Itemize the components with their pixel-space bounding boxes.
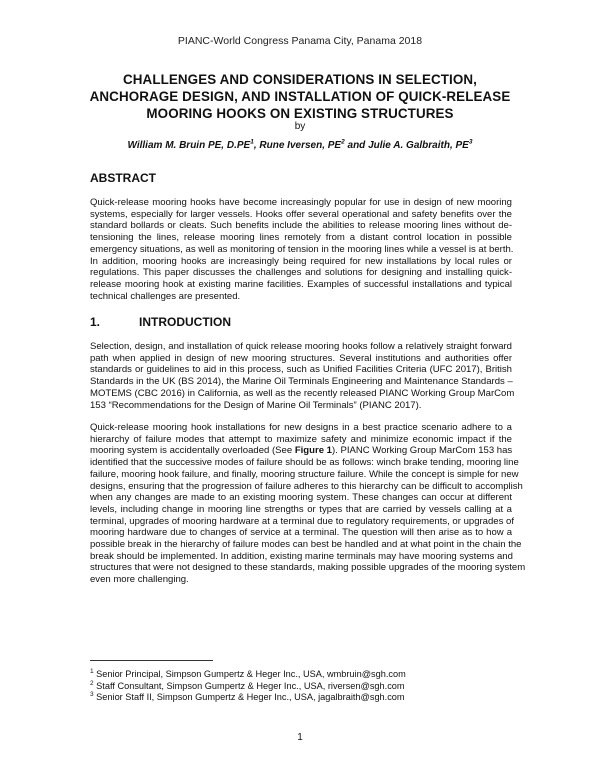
- title-line: CHALLENGES AND CONSIDERATIONS IN SELECTION,: [123, 72, 477, 87]
- footnote-text: Senior Staff II, Simpson Gumpertz & Heger Inc., USA, jagalbraith@sgh.com: [93, 692, 405, 703]
- footnote: [90, 692, 510, 704]
- footnote-divider: [90, 660, 213, 661]
- text-line: possible break in the hierarchy of failure modes can best be handled and at what point in the chain the: [90, 539, 522, 551]
- text-line: levels, including change in mooring line strengths or types that are carried by vessels calling at a: [90, 503, 512, 515]
- running-header: PIANC-World Congress Panama City, Panama 2018: [177, 35, 423, 47]
- text-line: terminal, upgrades of mooring hardware at a terminal due to regulatory requirements, or upgrades of: [90, 515, 515, 527]
- introduction-paragraph-2: [90, 422, 526, 586]
- text-line: MOTEMS (CBC 2016) in California, as well as the recently released PIANC Working Group MarCom: [90, 387, 515, 399]
- author-name: Julie A. Galbraith, PE: [368, 140, 469, 151]
- footnote: [90, 681, 510, 693]
- text-line: structures that were not designed to these standards, making possible upgrades of the mooring system: [90, 562, 526, 574]
- text-line: standard bollards or cleats. Such benefits include the abilities to release mooring lines without de-: [90, 220, 512, 232]
- author-name: Rune Iversen, PE: [259, 140, 342, 151]
- introduction-heading: INTRODUCTION: [139, 315, 231, 329]
- page-number: 1: [297, 732, 303, 743]
- text-line: [90, 445, 512, 457]
- text-line: path when applied in design of new mooring structures. Several institutions and authorities offer: [90, 352, 512, 364]
- text-line: identified that the successive modes of failure should be as follows: winch brake tending, mooring line: [90, 457, 519, 469]
- text-line: standards or guidelines to aid in this process, such as Unified Facilities Criteria (UFC 2017), British: [90, 364, 512, 376]
- abstract-paragraph: [90, 197, 512, 302]
- footnote-mark: 1: [90, 667, 94, 675]
- text-line: hierarchy of failure modes that attempt to maximize safety and minimize economic impact if the: [90, 433, 512, 445]
- text-line: 153 “Recommendations for the Design of Marine Oil Terminals” (PIANC 2017).: [90, 399, 422, 411]
- text-line: when any changes are made to an existing mooring system. These changes can occur at different: [90, 492, 512, 504]
- author-separator: and: [344, 140, 369, 151]
- author-name: William M. Bruin PE, D.PE: [127, 140, 251, 151]
- text-line: In addition, mooring hooks are increasingly being required for new installations by local rules or: [90, 255, 512, 267]
- text-line: tensioning the lines, release mooring lines remotely from a distant control location in possible: [90, 232, 512, 244]
- text-line: failure, mooring hook failure, and finally, mooring structure failure. While the concept is simple for new: [90, 468, 519, 480]
- authors: [60, 140, 540, 151]
- title-line: ANCHORAGE DESIGN, AND INSTALLATION OF QUICK-RELEASE: [89, 89, 511, 104]
- text-line: Selection, design, and installation of quick release mooring hooks follow a relatively straight forward: [90, 341, 512, 352]
- figure-reference[interactable]: Figure 1: [294, 445, 332, 457]
- section-number: 1.: [90, 315, 101, 329]
- footnote-text: Staff Consultant, Simpson Gumpertz & Heger Inc., USA, riversen@sgh.com: [93, 680, 405, 691]
- text-fragment: ). PIANC Working Group MarCom 153 has: [331, 445, 513, 457]
- text-line: systems, especially for larger vessels. Hooks offer several operational and safety benefits over the: [90, 208, 512, 220]
- author-footnote-mark: 1: [250, 138, 254, 146]
- author-separator: ,: [253, 140, 260, 151]
- abstract-heading: ABSTRACT: [90, 171, 156, 185]
- footnote-text: Senior Principal, Simpson Gumpertz & Heger Inc., USA, wmbruin@sgh.com: [93, 669, 406, 679]
- author-footnote-mark: 2: [341, 138, 345, 146]
- introduction-paragraph-1: [90, 341, 515, 411]
- paper-title: [60, 71, 540, 122]
- author-footnote-mark: 3: [468, 138, 473, 146]
- text-fragment: mooring system is accidentally overloaded (See: [90, 445, 295, 457]
- by-line: by: [294, 121, 306, 132]
- text-line: Quick-release mooring hooks have become increasingly popular for use in design of new mooring: [90, 197, 512, 208]
- text-line: technical challenges are presented.: [90, 290, 241, 302]
- footnote-mark: 3: [90, 691, 94, 699]
- text-line: regulations. This paper discusses the challenges and solutions for designing and installing quick-: [90, 267, 512, 279]
- text-line: break should be implemented. In addition, existing marine terminals may have mooring systems and: [90, 550, 513, 562]
- footnote-mark: 2: [90, 679, 94, 687]
- text-line: release mooring hook at existing marine facilities. Examples of successful installations and typical: [90, 278, 512, 290]
- text-line: even more challenging.: [90, 574, 189, 586]
- text-line: Standards in the UK (BS 2014), the Marine Oil Terminals Engineering and Maintenance Standards –: [90, 376, 513, 388]
- footnotes: [90, 669, 510, 704]
- text-line: emergency situations, as well as monitoring of tension in the mooring lines while a vessel is at berth.: [90, 243, 514, 255]
- title-line: MOORING HOOKS ON EXISTING STRUCTURES: [146, 106, 454, 121]
- text-line: mooring hardware due to changes of service at a terminal. The question will then arise as to how a: [90, 527, 512, 539]
- text-line: Quick-release mooring hook installations for new designs in a best practice scenario adhere to a: [90, 422, 512, 433]
- footnote: [90, 669, 510, 681]
- text-line: designs, ensuring that the progression of failure adheres to this hierarchy can be difficult to accomplish: [90, 480, 523, 492]
